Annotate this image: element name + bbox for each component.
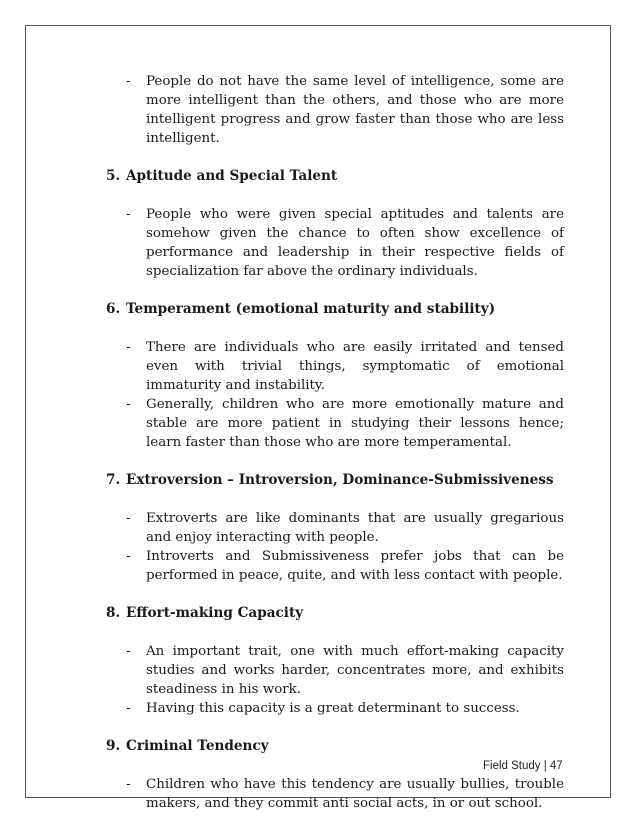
bullet-text: An important trait, one with much effort-making capacity studies and works harder, concentrates more, and exhibits steadiness in his work. <box>146 644 564 697</box>
bullet-dash: - <box>126 777 131 792</box>
section-title: Aptitude and Special Talent <box>126 168 338 184</box>
bullet-dash: - <box>126 74 131 89</box>
bullet-text: Having this capacity is a great determinant to success. <box>146 701 520 716</box>
intro-section <box>106 72 564 148</box>
bullet-dash: - <box>126 397 131 412</box>
bullet-item <box>106 642 564 699</box>
bullet-text: Extroverts are like dominants that are usually gregarious and enjoy interacting with people. <box>146 511 564 545</box>
section-temperament <box>106 300 564 452</box>
section-number: 8. <box>106 605 121 621</box>
bullet-dash: - <box>126 340 131 355</box>
page-footer: Field Study | 47 <box>483 760 563 772</box>
bullet-text: There are individuals who are easily irritated and tensed even with trivial things, symptomatic of emotional immaturity and instability. <box>146 340 564 393</box>
bullet-text: Generally, children who are more emotionally mature and stable are more patient in studying their lessons hence; learn faster than those who are more temperamental. <box>146 397 564 450</box>
bullet-item <box>106 72 564 148</box>
bullet-dash: - <box>126 701 131 716</box>
section-number: 5. <box>106 168 121 184</box>
section-title: Extroversion – Introversion, Dominance-Submissiveness <box>126 472 554 488</box>
section-number: 9. <box>106 738 121 754</box>
section-heading <box>106 300 564 319</box>
section-criminal <box>106 737 564 813</box>
section-title: Temperament (emotional maturity and stability) <box>126 301 496 317</box>
section-heading <box>106 471 564 490</box>
bullet-item <box>106 205 564 281</box>
bullet-item <box>106 395 564 452</box>
section-extroversion <box>106 471 564 585</box>
section-title: Criminal Tendency <box>126 738 269 754</box>
section-title: Effort-making Capacity <box>126 605 304 621</box>
section-heading <box>106 737 564 756</box>
section-heading <box>106 604 564 623</box>
bullet-dash: - <box>126 644 131 659</box>
section-number: 6. <box>106 301 121 317</box>
section-aptitude <box>106 167 564 281</box>
bullet-text: Children who have this tendency are usually bullies, trouble makers, and they commit anti social acts, in or out school. <box>146 777 564 811</box>
bullet-item <box>106 509 564 547</box>
section-heading <box>106 167 564 186</box>
bullet-text: People who were given special aptitudes and talents are somehow given the chance to often show excellence of performance and leadership in their respective fields of specialization far above the ordinary individuals. <box>146 207 564 279</box>
bullet-dash: - <box>126 549 131 564</box>
bullet-dash: - <box>126 207 131 222</box>
section-number: 7. <box>106 472 121 488</box>
bullet-dash: - <box>126 511 131 526</box>
section-effort <box>106 604 564 718</box>
bullet-item <box>106 699 564 718</box>
bullet-item <box>106 547 564 585</box>
bullet-item <box>106 775 564 813</box>
bullet-text: Introverts and Submissiveness prefer jobs that can be performed in peace, quite, and with less contact with people. <box>146 549 564 583</box>
bullet-item <box>106 338 564 395</box>
document-body <box>106 72 564 813</box>
bullet-text: People do not have the same level of intelligence, some are more intelligent than the others, and those who are more intelligent progress and grow faster than those who are less intelligent. <box>146 74 564 146</box>
